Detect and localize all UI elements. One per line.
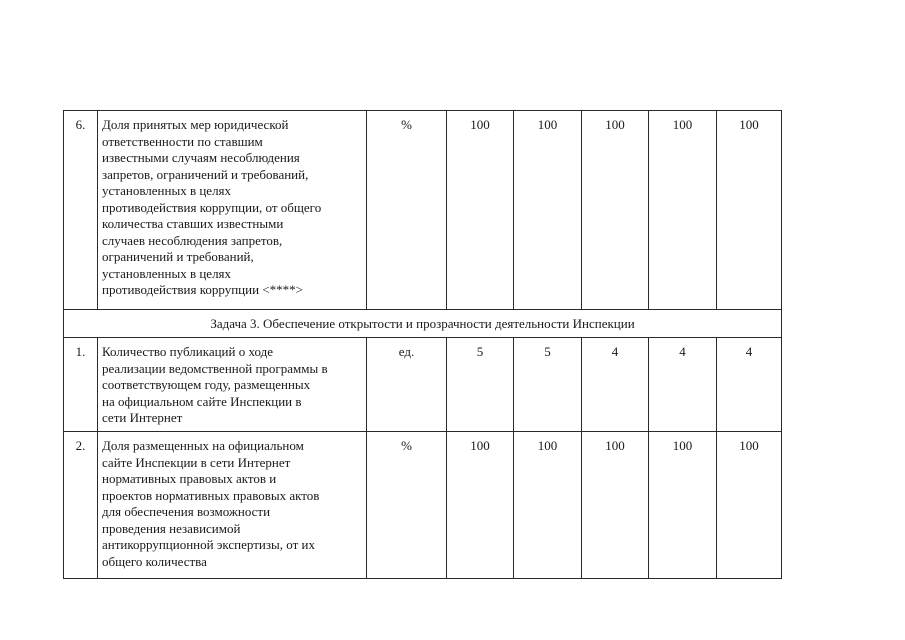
indicators-table bbox=[63, 110, 782, 579]
table-row bbox=[64, 338, 782, 432]
description-line: реализации ведомственной программы в bbox=[102, 360, 328, 376]
value-cell: 100 bbox=[447, 432, 514, 579]
description-line: общего количества bbox=[102, 553, 207, 569]
description-line: Количество публикаций о ходе bbox=[102, 344, 273, 359]
value-cell: 4 bbox=[649, 338, 717, 432]
description-line: Доля размещенных на официальном bbox=[102, 438, 304, 453]
value-cell: 100 bbox=[582, 432, 649, 579]
description-line: соответствующем году, размещенных bbox=[102, 377, 311, 392]
value-cell: 100 bbox=[717, 111, 782, 310]
description-line: запретов, ограничений и требований, bbox=[102, 166, 309, 182]
value-cell: 100 bbox=[447, 111, 514, 310]
value-cell: 100 bbox=[514, 432, 582, 579]
table-row bbox=[64, 432, 782, 579]
description-line: проведения независимой bbox=[102, 520, 241, 536]
description-line: противодействия коррупции, от общего bbox=[102, 199, 322, 215]
value-cell: 4 bbox=[717, 338, 782, 432]
description-line: Доля принятых мер юридической bbox=[102, 117, 289, 132]
description-line: сайте Инспекции в сети Интернет bbox=[102, 454, 291, 470]
value-cell: 100 bbox=[649, 111, 717, 310]
description-line: количества ставших известными bbox=[102, 216, 284, 231]
description-line: ограничений и требований, bbox=[102, 249, 254, 264]
value-cell: 5 bbox=[447, 338, 514, 432]
value-cell: 100 bbox=[717, 432, 782, 579]
description-line: на официальном сайте Инспекции в bbox=[102, 393, 302, 409]
description-line: нормативных правовых актов и bbox=[102, 471, 277, 486]
row-number: 1. bbox=[64, 338, 98, 432]
value-cell: 4 bbox=[582, 338, 649, 432]
value-cell: 100 bbox=[649, 432, 717, 579]
indicator-description bbox=[98, 111, 367, 310]
row-number: 2. bbox=[64, 432, 98, 579]
description-line: известными случаям несоблюдения bbox=[102, 150, 300, 165]
value-cell: 5 bbox=[514, 338, 582, 432]
description-line: противодействия коррупции <****> bbox=[102, 282, 303, 297]
table-row bbox=[64, 111, 782, 310]
description-line: для обеспечения возможности bbox=[102, 504, 271, 519]
unit-cell: % bbox=[367, 432, 447, 579]
description-line: сети Интернет bbox=[102, 410, 183, 425]
description-line: антикоррупционной экспертизы, от их bbox=[102, 537, 315, 552]
row-number: 6. bbox=[64, 111, 98, 310]
description-line: установленных в целях bbox=[102, 183, 232, 198]
unit-cell: ед. bbox=[367, 338, 447, 432]
description-line: установленных в целях bbox=[102, 265, 232, 281]
value-cell: 100 bbox=[514, 111, 582, 310]
task-title: Задача 3. Обеспечение открытости и прозрачности деятельности Инспекции bbox=[64, 310, 782, 338]
description-line: случаев несоблюдения запретов, bbox=[102, 232, 283, 248]
value-cell: 100 bbox=[582, 111, 649, 310]
indicator-description bbox=[98, 432, 367, 579]
unit-cell: % bbox=[367, 111, 447, 310]
description-line: проектов нормативных правовых актов bbox=[102, 487, 320, 503]
description-line: ответственности по ставшим bbox=[102, 133, 263, 149]
task-header-row bbox=[64, 310, 782, 338]
indicator-description bbox=[98, 338, 367, 432]
